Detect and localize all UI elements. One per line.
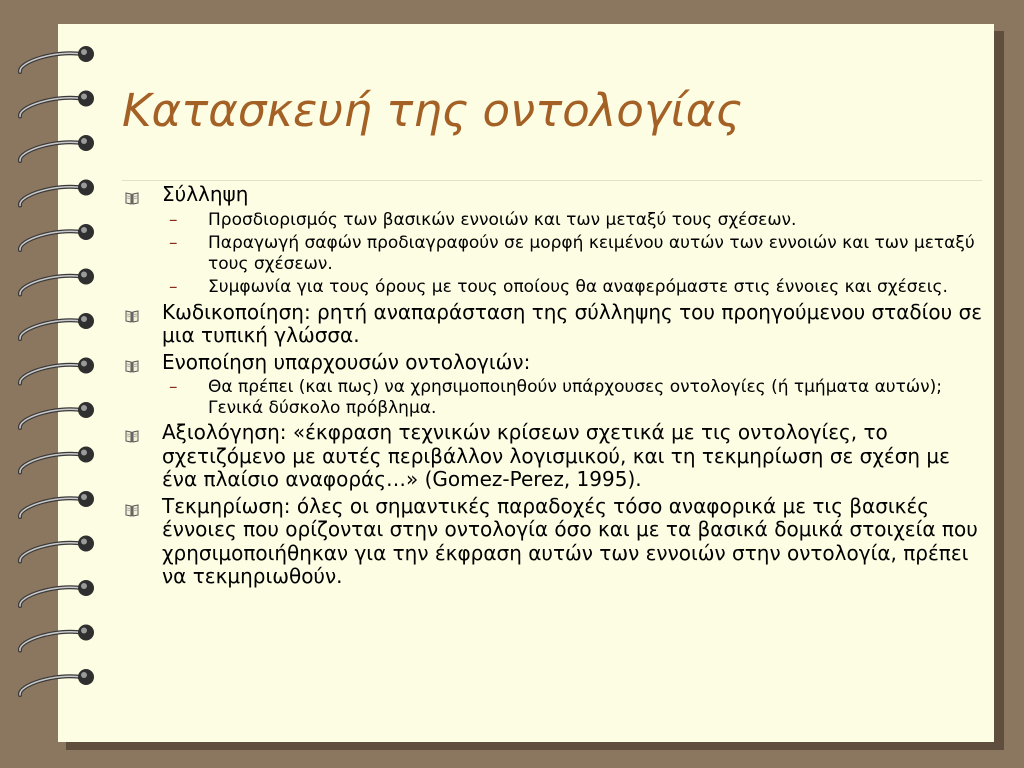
- bullet-text: Κωδικοποίηση: ρητή αναπαράσταση της σύλληψης του προηγούμενου σταδίου σε μια τυπική γλώσσα.: [162, 299, 983, 347]
- bullet-text: Σύλληψη: [162, 182, 249, 206]
- sub-bullet-item: [124, 233, 984, 274]
- sub-bullet-text: Προσδιορισμός των βασικών εννοιών και των μεταξύ τους σχέσεων.: [208, 209, 797, 230]
- bullet-text: Αξιολόγηση: «έκφραση τεχνικών κρίσεων σχετικά με τις οντολογίες, το σχετιζόμενο με αυτές περιβάλλον λογισμικού, και τη τεκμηρίωση σε σχέση με ένα πλαίσιο αναφοράς…» (Gomez-Perez, 1995).: [162, 420, 950, 491]
- bullet-item: [124, 421, 984, 492]
- bullet-text: Ενοποίηση υπαρχουσών οντολογιών:: [162, 349, 531, 374]
- notebook-icon: [124, 426, 140, 442]
- bullet-text: Τεκμηρίωση: όλες οι σημαντικές παραδοχές τόσο αναφορικά με τις βασικές έννοιες που ορίζονται στην οντολογία όσο και με τα βασικά δομικά στοιχεία που χρησιμοποιήθηκαν για την έκφραση αυτών των εννοιών στην οντολογία, πρέπει να τεκμηριωθούν.: [162, 493, 978, 588]
- bullet-item: [124, 495, 984, 589]
- dash-marker: –: [169, 277, 178, 297]
- notebook-icon: [124, 188, 140, 204]
- dash-marker: –: [169, 233, 178, 253]
- title-divider: [122, 180, 982, 181]
- sub-bullet-item: [124, 277, 984, 298]
- slide-content: [124, 183, 984, 592]
- notebook-icon: [124, 500, 140, 516]
- sub-bullet-text: Παραγωγή σαφών προδιαγραφούν σε μορφή κειμένου αυτών των εννοιών και των μεταξύ τους σχέσεων.: [208, 233, 975, 274]
- notebook-icon: [124, 306, 140, 322]
- sub-bullet-item: [124, 377, 984, 418]
- sub-bullet-text: Θα πρέπει (και πως) να χρησιμοποιηθούν υπάρχουσες οντολογίες (ή τμήματα αυτών); Γενικά δύσκολο πρόβλημα.: [208, 377, 942, 418]
- bullet-item: [124, 301, 984, 348]
- dash-marker: –: [169, 377, 178, 397]
- sub-bullet-item: [124, 210, 984, 231]
- bullet-item: [124, 183, 984, 207]
- bullet-item: [124, 351, 984, 375]
- dash-marker: –: [169, 209, 178, 230]
- slide-title: Κατασκευή της οντολογίας: [122, 84, 742, 137]
- sub-bullet-text: Συμφωνία για τους όρους με τους οποίους θα αναφερόμαστε στις έννοιες και σχέσεις.: [208, 277, 948, 297]
- notebook-icon: [124, 356, 140, 372]
